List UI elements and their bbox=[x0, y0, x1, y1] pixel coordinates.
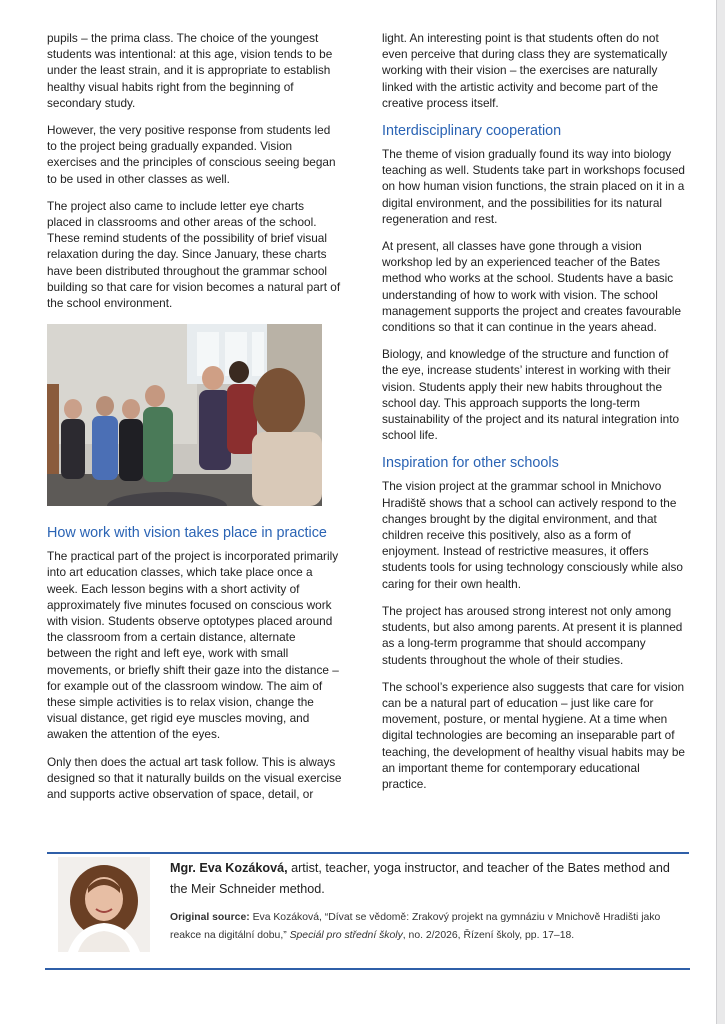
original-source bbox=[170, 909, 690, 945]
left-column bbox=[47, 30, 342, 813]
divider bbox=[45, 968, 690, 970]
paragraph: light. An interesting point is that students often do not even perceive that during class they are systematically working with their vision – the exercises are naturally linked with the artistic activity and become part of the creative process itself. bbox=[382, 31, 668, 110]
right-column bbox=[382, 30, 687, 803]
section-heading: Inspiration for other schools bbox=[382, 455, 559, 472]
author-bio bbox=[170, 858, 690, 945]
author-photo bbox=[58, 857, 150, 952]
paragraph: The project has aroused strong interest not only among students, but also among parents. At present it is planned as a long-term programme that should accompany students throughout the whole of their studies. bbox=[382, 603, 683, 667]
section-heading: How work with vision takes place in practice bbox=[47, 525, 327, 542]
source-text: Eva Kozáková, “Dívat se vědomě: Zrakový projekt na gymnáziu v Mnichově Hradišti jako reakce na digitální dobu,” bbox=[170, 912, 661, 941]
paragraph: The project also came to include letter eye charts placed in classrooms and other areas of the school. These remind students of the possibility of brief visual relaxation during the day. Since January, these charts have been distributed throughout the grammar school building so that care for vision becomes a natural part of the school environment. bbox=[47, 198, 341, 311]
paragraph: The vision project at the grammar school in Mnichovo Hradiště shows that a school can actively respond to the changes brought by the digital environment, and that children receive this positively, also as a form of enjoyment. Instead of restrictive measures, it offers students tools for using technology consciously while also caring for their own health. bbox=[382, 479, 683, 591]
author-description: artist, teacher, yoga instructor, and teacher of the Bates method and the Meir Schneider method. bbox=[170, 861, 670, 896]
source-details: , no. 2/2026, Řízení školy, pp. 17–18. bbox=[402, 930, 575, 941]
section-heading: Interdisciplinary cooperation bbox=[382, 123, 562, 140]
author-portrait bbox=[58, 857, 150, 952]
paragraph: The theme of vision gradually found its way into biology teaching as well. Students take part in workshops focused on how human vision functions, the strain placed on it in a digital environment, and the possibilities for its natural regeneration and rest. bbox=[382, 147, 685, 226]
classroom-photo bbox=[47, 324, 322, 506]
source-publication: Speciál pro střední školy bbox=[289, 930, 403, 941]
paragraph: The school’s experience also suggests that care for vision can be a natural part of education – just like care for movement, posture, or mental hygiene. At a time when digital technologies are becoming an inseparable part of teaching, the development of healthy visual habits may be an important theme for contemporary educational practice. bbox=[382, 679, 685, 791]
source-label: Original source: bbox=[170, 912, 250, 923]
paragraph: At present, all classes have gone through a vision workshop led by an experienced teacher of the Bates method who works at the school. Students have a basic understanding of how to work with vision. The school management supports the project and creates favourable conditions so that it can continue in the years ahead. bbox=[382, 239, 682, 335]
paragraph: pupils – the prima class. The choice of the youngest students was intentional: at this age, vision tends to be under the least strain, and it is appropriate to establish healthy visual habits right from the beginning of secondary study. bbox=[47, 31, 333, 110]
students-eye-exercise-image bbox=[47, 324, 322, 506]
author-name: Mgr. Eva Kozáková, bbox=[170, 861, 288, 875]
paragraph: The practical part of the project is incorporated primarily into art education classes, which take place once a week. Each lesson begins with a short activity of approximately five minutes focused on conscious work with vision. Students observe optotypes placed around the classroom from a certain distance, alternate between the right and left eye, work with small movements, or briefly shift their gaze into the distance – for example out of the classroom window. The aim of these simple activities is to relax vision, change the visual distance, get rigid eye muscles moving, and awaken the attention of the eyes. bbox=[47, 549, 339, 742]
paragraph: Biology, and knowledge of the structure and function of the eye, increase students’ interest in working with their vision. Students apply their new habits throughout the school day. This approach supports the long-term sustainability of the project and its natural integration into school life. bbox=[382, 347, 680, 443]
paragraph: Only then does the actual art task follow. This is always designed so that it naturally builds on the visual exercise and supports active observation of space, detail, or bbox=[47, 754, 342, 802]
author-line bbox=[170, 858, 690, 900]
divider bbox=[47, 852, 689, 854]
paragraph: However, the very positive response from students led to the project being gradually expanded. Vision exercises and the principles of conscious seeing began to be used in other classes as well. bbox=[47, 123, 336, 186]
